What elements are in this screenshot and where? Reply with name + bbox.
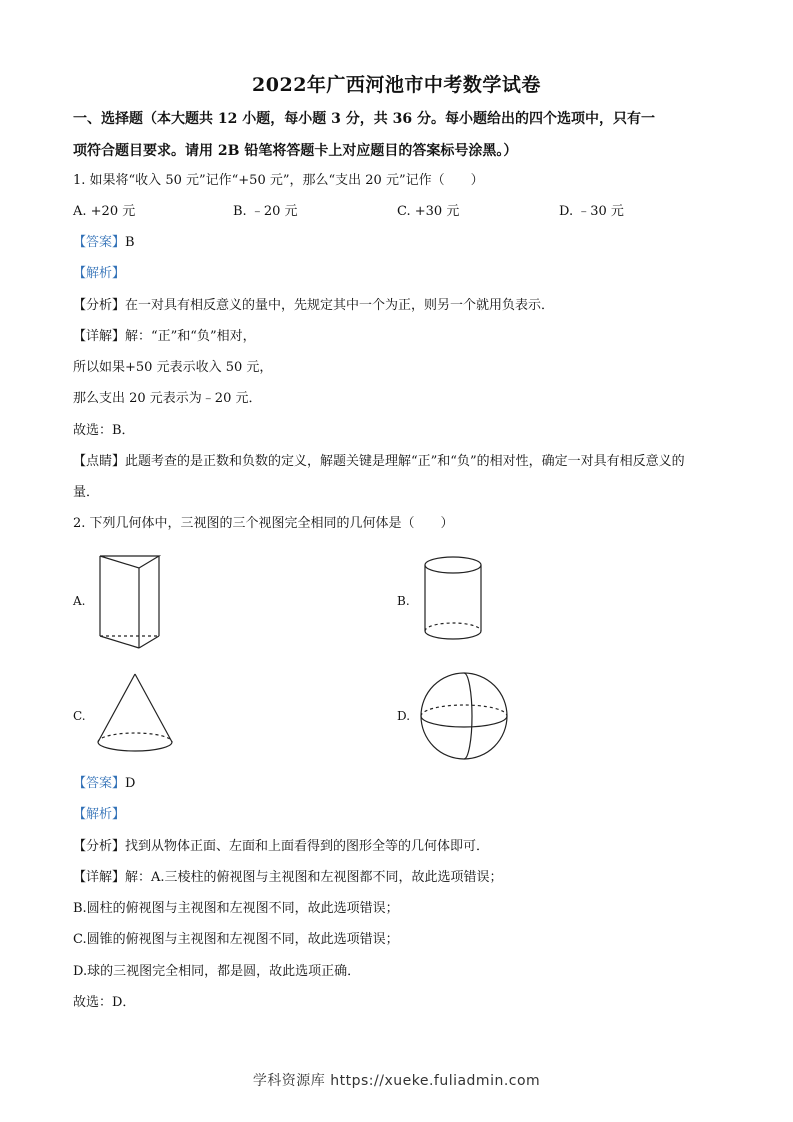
xiangjie-text: 解：“正”和“负”相对， [125, 329, 256, 344]
q1-option-a: A. +20 元 [73, 204, 136, 219]
q2-label-b: B. [397, 594, 410, 608]
q1-analysis-tag: 【解析】 [73, 266, 126, 281]
xiangjie-tag: 【详解】 [73, 329, 126, 344]
answer-tag: 【答案】 [73, 776, 126, 791]
dianjing-tag: 【点睛】 [73, 454, 126, 469]
q2-line-d: D.球的三视图完全相同，都是圆，故此选项正确． [73, 964, 361, 979]
q2-fenxi [73, 838, 733, 856]
q2-label-d: D. [397, 709, 411, 723]
q1-dianjing-cont: 量． [73, 485, 100, 500]
dianjing-text: 此题考查的是正数和负数的定义，解题关键是理解“正”和“负”的相对性，确定一对具有相反意义的 [125, 454, 685, 469]
q1-line-b: 那么支出 20 元表示为﹣20 元． [73, 391, 262, 406]
q1-option-d: D. ﹣30 元 [559, 204, 624, 219]
q2-stem: 2. 下列几何体中，三视图的三个视图完全相同的几何体是（ ） [73, 516, 454, 531]
fenxi-text: 找到从物体正面、左面和上面看得到的图形全等的几何体即可． [125, 839, 490, 854]
q1-answer [73, 234, 733, 252]
fenxi-tag: 【分析】 [73, 298, 126, 313]
triangular-prism-figure [95, 552, 165, 652]
q2-line-c: C.圆锥的俯视图与主视图和左视图不同，故此选项错误； [73, 932, 399, 947]
q2-label-c: C. [73, 709, 86, 723]
q2-analysis-tag: 【解析】 [73, 807, 126, 822]
sphere-figure [418, 670, 510, 762]
fenxi-text: 在一对具有相反意义的量中，先规定其中一个为正，则另一个就用负表示． [125, 298, 555, 313]
page-title: 2022年广西河池市中考数学试卷 [252, 74, 541, 96]
q2-label-a: A. [73, 594, 86, 608]
xiangjie-tag: 【详解】 [73, 870, 126, 885]
fenxi-tag: 【分析】 [73, 839, 126, 854]
q1-option-b: B. ﹣20 元 [233, 204, 298, 219]
q1-xiangjie [73, 328, 733, 346]
answer-value: B [125, 235, 135, 250]
q2-choose: 故选：D． [73, 995, 136, 1010]
q2-answer [73, 775, 733, 793]
q2-xiangjie [73, 869, 733, 887]
q1-option-c: C. +30 元 [397, 204, 460, 219]
cylinder-figure [422, 555, 484, 645]
q2-line-b: B.圆柱的俯视图与主视图和左视图不同，故此选项错误； [73, 901, 399, 916]
section-heading-line1: 一、选择题（本大题共 12 小题，每小题 3 分，共 36 分。每小题给出的四个选项中，只有一 [73, 111, 655, 127]
footer-watermark: 学科资源库 https://xueke.fuliadmin.com [252, 1073, 541, 1089]
q1-dianjing [73, 453, 733, 471]
q1-line-a: 所以如果+50 元表示收入 50 元， [73, 360, 273, 375]
section-heading-line2: 项符合题目要求。请用 2B 铅笔将答题卡上对应题目的答案标号涂黑。） [73, 143, 518, 159]
q1-fenxi [73, 297, 733, 315]
answer-value: D [125, 776, 136, 791]
cone-figure [95, 670, 175, 758]
xiangjie-text: 解：A.三棱柱的俯视图与主视图和左视图都不同，故此选项错误； [125, 870, 503, 885]
answer-tag: 【答案】 [73, 235, 126, 250]
q1-stem: 1. 如果将“收入 50 元”记作“+50 元”，那么“支出 20 元”记作（ ） [73, 173, 484, 188]
q1-choose: 故选：B． [73, 423, 135, 438]
